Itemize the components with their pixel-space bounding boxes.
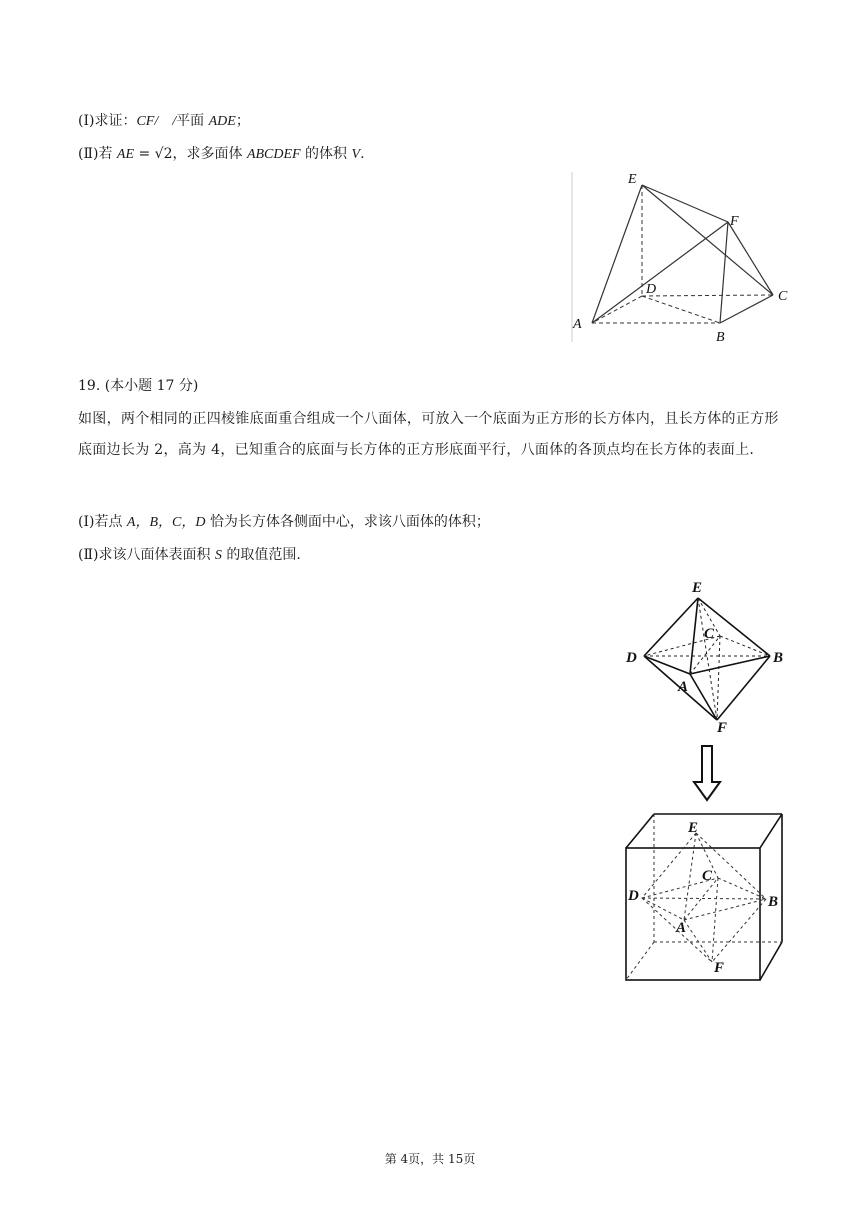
label-a: A — [573, 317, 582, 332]
q18-part1-plane: 平面 — [176, 113, 205, 129]
box-label-d: D — [628, 888, 639, 904]
box-label-c: C — [702, 868, 713, 884]
label-d: D — [646, 282, 657, 297]
box-label-a: A — [676, 920, 687, 936]
oct-label-f: F — [717, 720, 728, 734]
q18-part2-mid2: 的体积 — [305, 146, 348, 162]
oct-label-b: B — [773, 650, 784, 666]
q18-part1-prefix: (Ⅰ)求证： — [78, 113, 137, 129]
q19-part1-prefix: (Ⅰ)若点 — [78, 514, 123, 530]
q19-part2-prefix: (Ⅱ)求该八面体表面积 — [78, 547, 211, 563]
box-label-e: E — [688, 820, 699, 836]
q18-part2-poly: ABCDEF — [246, 147, 301, 162]
oct-label-e: E — [692, 580, 703, 596]
label-e: E — [628, 172, 637, 187]
q19-part1-points: A，B，C，D — [126, 515, 206, 530]
q18-part1-parallel: / / — [154, 114, 177, 129]
down-arrow-icon — [692, 744, 722, 804]
q18-part2-prefix: (Ⅱ)若 — [78, 146, 113, 162]
oct-label-d: D — [626, 650, 637, 666]
q19-part2 — [78, 545, 301, 566]
oct-label-c: C — [704, 626, 715, 642]
label-b: B — [716, 330, 725, 345]
q19-part2-s: S — [214, 548, 222, 563]
octahedron-in-box-figure — [620, 808, 790, 986]
box-label-f: F — [714, 960, 725, 976]
q18-part2-ae: AE — [116, 147, 135, 162]
q18-part1-ade: ADE — [208, 114, 236, 129]
box-label-b: B — [768, 894, 779, 910]
q19-part1-rest: 恰为长方体各侧面中心，求该八面体的体积； — [209, 514, 490, 530]
q18-part1-end: ； — [235, 113, 250, 129]
label-f: F — [730, 214, 739, 229]
oct-label-a: A — [678, 679, 689, 695]
q19-header: 19. (本小题 17 分) — [78, 378, 199, 394]
label-c: C — [778, 289, 788, 304]
q18-part2-end: . — [360, 146, 365, 162]
q19-part1 — [78, 512, 490, 533]
polyhedron-figure — [570, 170, 805, 346]
q18-part2-eq: = √2 — [134, 146, 173, 162]
q18-part2-v: V — [351, 147, 361, 162]
q19-part2-rest: 的取值范围. — [226, 547, 301, 563]
q18-part2-mid: ，求多面体 — [172, 146, 243, 162]
octahedron-figure — [620, 574, 795, 734]
q18-part2 — [78, 144, 365, 165]
page-footer: 第 4页，共 15页 — [384, 1152, 476, 1166]
q18-part1 — [78, 111, 250, 132]
q18-part1-cf: CF — [136, 114, 155, 129]
q19-body: 如图，两个相同的正四棱锥底面重合组成一个八面体，可放入一个底面为正方形的长方体内，且长方体的正方形底面边长为 2，高为 4，已知重合的底面与长方体的正方形底面平行，八面体的各顶点均在长方体的表面上. — [78, 411, 779, 458]
